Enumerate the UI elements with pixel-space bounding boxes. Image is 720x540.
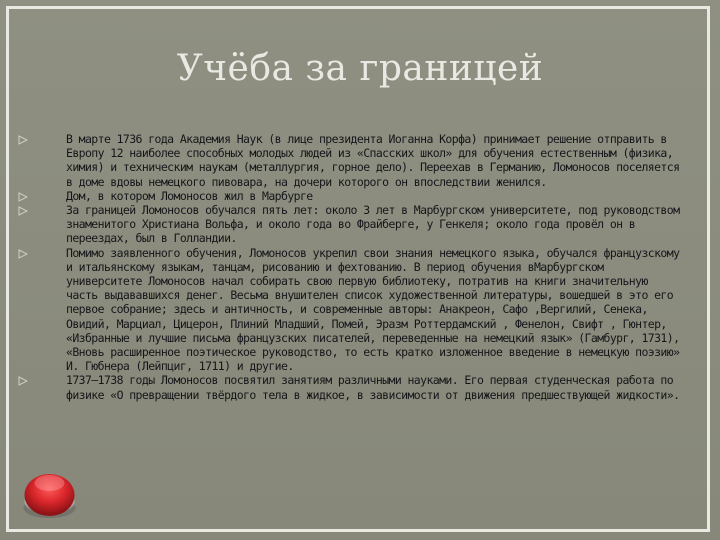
triangle-bullet-icon: [18, 135, 28, 145]
red-round-button-icon[interactable]: [22, 454, 77, 520]
bullet-item-physics-work: [18, 373, 683, 401]
triangle-bullet-icon: [18, 206, 28, 216]
bullet-text: В марте 1736 года Академия Наук (в лице президента Иоганна Корфа) принимает решение отправить в Европу 12 наиболее способных молодых людей из «Спасских школ» для обучения естественным (физика, химия) и техническим наукам (металлургия, горное дело). Переехав в Германию, Ломоносов поселяется в доме вдовы немецкого пивовара, на дочери которого он впоследствии женился.: [66, 132, 680, 189]
triangle-bullet-icon: [18, 249, 28, 259]
bullet-text: Дом, в котором Ломоносов жил в Марбурге: [66, 188, 313, 203]
bullet-text: 1737—1738 годы Ломоносов посвятил занятиям различными науками. Его первая студенческая работа по физике «О превращении твёрдого тела в жидкое, в зависимости от движения предшествующей жидкости».: [66, 373, 680, 402]
bullet-item-five-years: [18, 203, 683, 246]
bullet-text: За границей Ломоносов обучался пять лет: около 3 лет в Марбургском университете, под руководством знаменитого Христиана Вольфа, и около года во Фрайберге, у Генкеля; около года провёл он в переездах, был в Голландии.: [66, 203, 680, 246]
bullet-item-study-abroad: [18, 132, 683, 189]
bullet-text: Помимо заявленного обучения, Ломоносов укрепил свои знания немецкого языка, обучался французскому и итальянскому языкам, танцам, рисованию и фехтованию. В период обучения вМарбургском университете Ломоносов начал собирать свою первую библиотеку, потратив на книги значительную часть выдававшихся денег. Весьма внушителен список художественной литературы, вошедшей в это его первое собрание; здесь и античность, и современные авторы: Анакреон, Сафо ,Вергилий, Сенека, Овидий, Марциал, Цицерон, Плиний Младший, Помей, Эразм Роттердамский , Фенелон, Свифт , Гюнтер, «Избранные и лучшие письма французских пиcателей, переведенные на немецкий язык» (Гамбург, 1731), «Вновь расширенное поэтическое руководство, то есть кратко изложенное введение в немецкую поэзию» И. Гюбнера (Лейпциг, 1711) и другие.: [66, 245, 680, 374]
bullet-item-library: [18, 246, 683, 374]
bullet-item-marburg-house: [18, 189, 683, 203]
triangle-bullet-icon: [18, 376, 28, 386]
bullet-list: [18, 132, 683, 402]
triangle-bullet-icon: [18, 192, 28, 202]
slide-title: Учёба за границей: [176, 48, 544, 89]
